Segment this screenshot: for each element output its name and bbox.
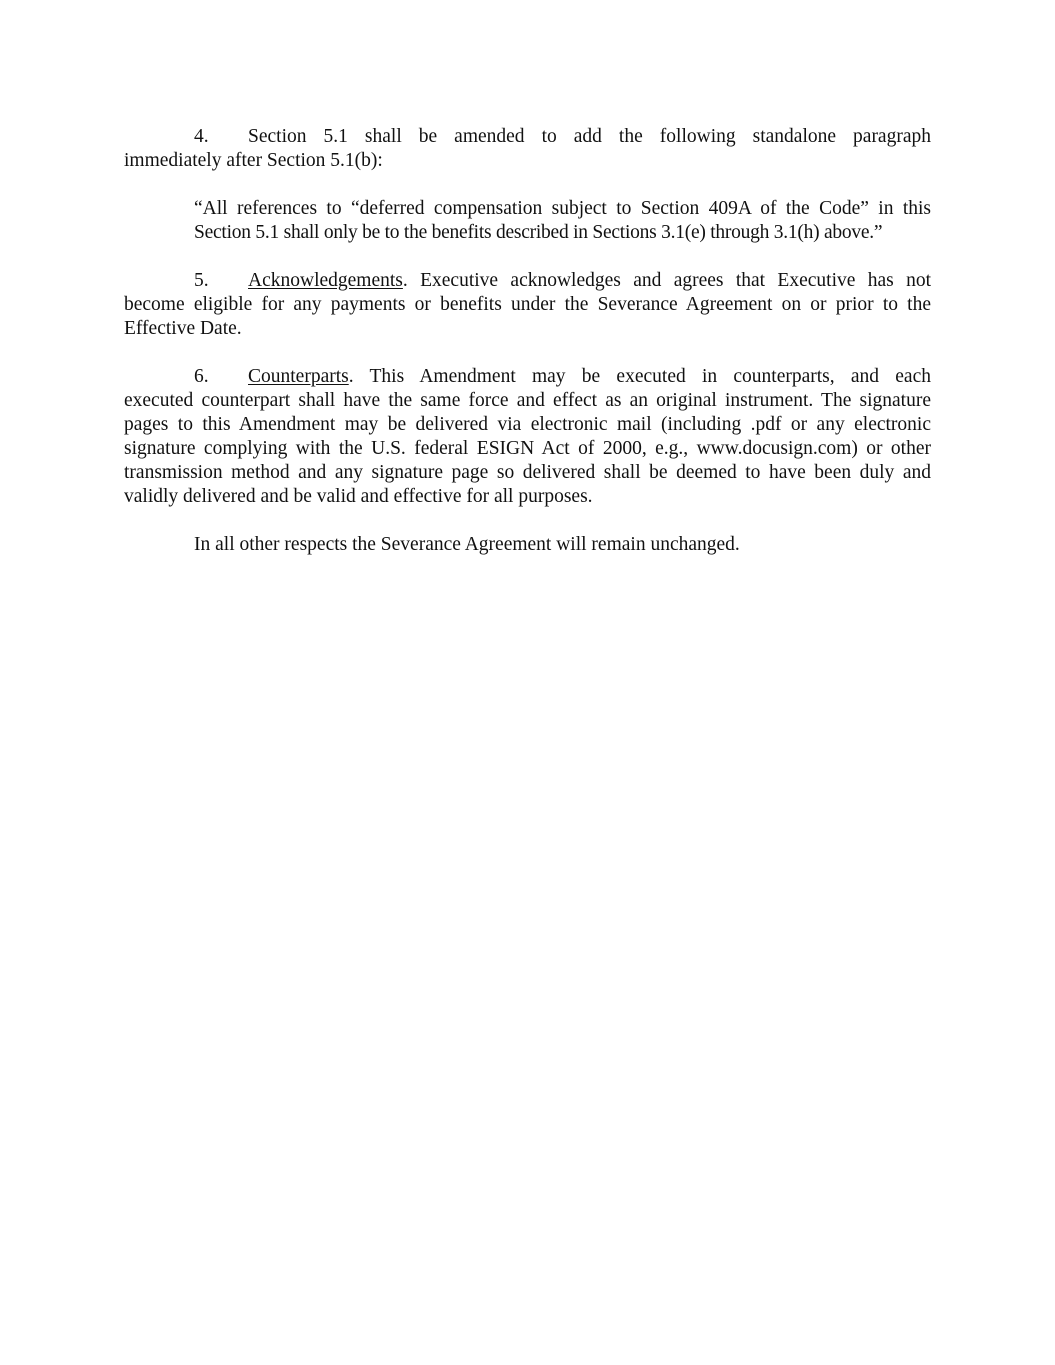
paragraph-4-rest: immediately after Section 5.1(b): [124, 150, 383, 171]
paragraph-6-heading: Counterparts [248, 366, 349, 387]
paragraph-6-first-line [124, 365, 931, 389]
paragraph-4-line1: Section 5.1 shall be amended to add the following standalone paragraph [248, 126, 931, 147]
paragraph-5-line1: . Executive acknowledges and agrees that Executive has not [402, 270, 931, 291]
paragraph-4 [124, 125, 931, 173]
document-page [124, 125, 931, 557]
paragraph-4-first-line [124, 125, 931, 149]
paragraph-5-number: 5. [194, 270, 209, 291]
paragraph-5-rest: become eligible for any payments or benefits under the Severance Agreement on or prior to the Effective Date. [124, 294, 931, 339]
paragraph-4-number: 4. [194, 126, 209, 147]
quote-line-2: Section 5.1 shall only be to the benefits described in Sections 3.1(e) through 3.1(h) above.” [194, 222, 883, 243]
paragraph-6 [124, 365, 931, 509]
closing-paragraph: In all other respects the Severance Agreement will remain unchanged. [194, 534, 740, 555]
quote-line-1: “All references to “deferred compensation subject to Section 409A of the Code” in this [194, 198, 931, 219]
paragraph-6-rest: executed counterpart shall have the same force and effect as an original instrument. The signature pages to this Amendment may be delivered via electronic mail (including .pdf or any electronic signature complying with the U.S. federal ESIGN Act of 2000, e.g., www.docusign.com) or other transmission method and any signature page so delivered shall be deemed to have been duly and validly delivered and be valid and effective for all purposes. [124, 390, 931, 507]
paragraph-5-heading: Acknowledgements [248, 270, 403, 291]
paragraph-5 [124, 269, 931, 341]
quoted-paragraph [194, 197, 931, 245]
paragraph-6-line1: . This Amendment may be executed in counterparts, and each [348, 366, 931, 387]
paragraph-6-number: 6. [194, 366, 209, 387]
paragraph-5-first-line [124, 269, 931, 293]
